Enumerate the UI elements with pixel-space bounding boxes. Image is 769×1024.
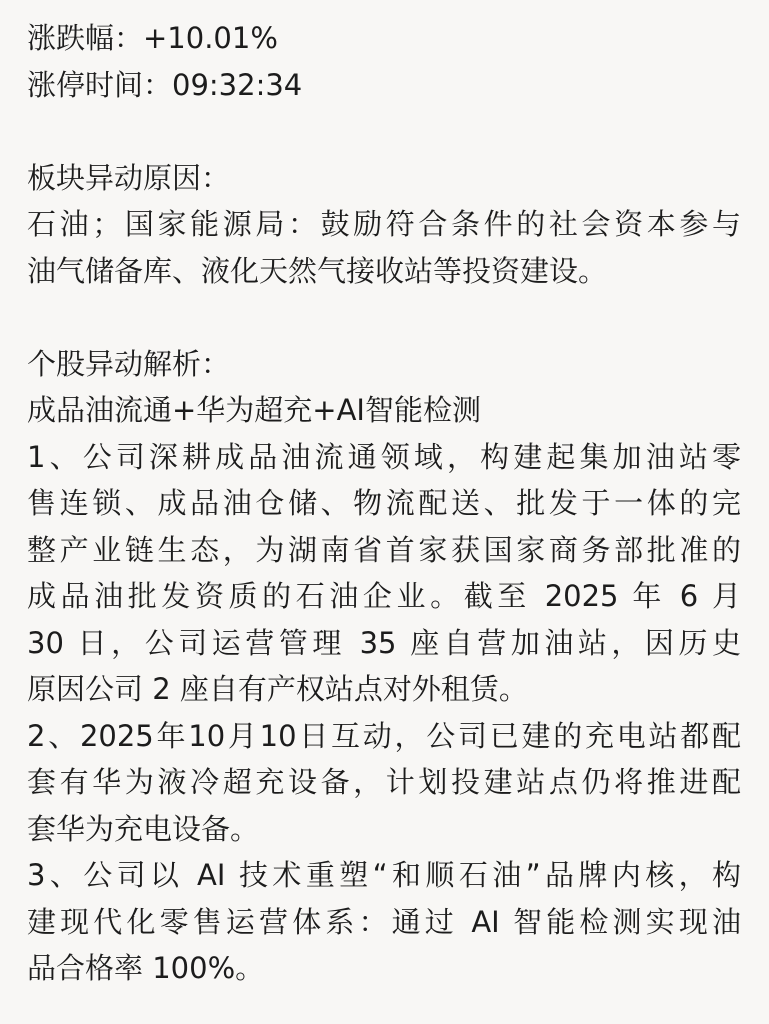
point-2-line: 套有华为液冷超充设备，计划投建站点仍将推进配 bbox=[27, 765, 741, 799]
point-3-line: 建现代化零售运营体系：通过 AI 智能检测实现油 bbox=[27, 904, 741, 939]
point-2-line: 套华为充电设备。 bbox=[27, 811, 260, 846]
point-1-line: 成品油批发资质的石油企业。截至 2025 年 6 月 bbox=[27, 579, 741, 613]
limit-up-time: 涨停时间：09:32:34 bbox=[27, 67, 303, 102]
point-1-line: 原因公司 2 座自有产权站点对外租赁。 bbox=[27, 672, 528, 706]
point-1-line: 1、公司深耕成品油流通领域，构建起集加油站零 bbox=[27, 439, 741, 474]
point-1-line: 30 日，公司运营管理 35 座自营加油站，因历史 bbox=[27, 625, 741, 660]
point-1-line: 售连锁、成品油仓储、物流配送、批发于一体的完 bbox=[27, 486, 741, 520]
point-2-line: 2、2025年10月10日互动，公司已建的充电站都配 bbox=[27, 718, 741, 753]
stock-heading: 个股异动解析： bbox=[27, 346, 231, 381]
change-percent: 涨跌幅：+10.01% bbox=[27, 21, 278, 55]
spacer bbox=[27, 294, 741, 341]
stock-theme: 成品油流通+华为超充+AI智能检测 bbox=[27, 393, 481, 427]
sector-reason-line: 油气储备库、液化天然气接收站等投资建设。 bbox=[27, 253, 608, 288]
point-3-line: 3、公司以 AI 技术重塑“和顺石油”品牌内核，构 bbox=[27, 858, 741, 892]
spacer bbox=[27, 108, 741, 155]
sector-heading: 板块异动原因： bbox=[27, 160, 231, 195]
point-1-line: 整产业链生态，为湖南省首家获国家商务部批准的 bbox=[27, 532, 741, 567]
sector-reason-line: 石油；国家能源局：鼓励符合条件的社会资本参与 bbox=[27, 207, 741, 241]
point-3-line: 品合格率 100%。 bbox=[27, 951, 265, 985]
